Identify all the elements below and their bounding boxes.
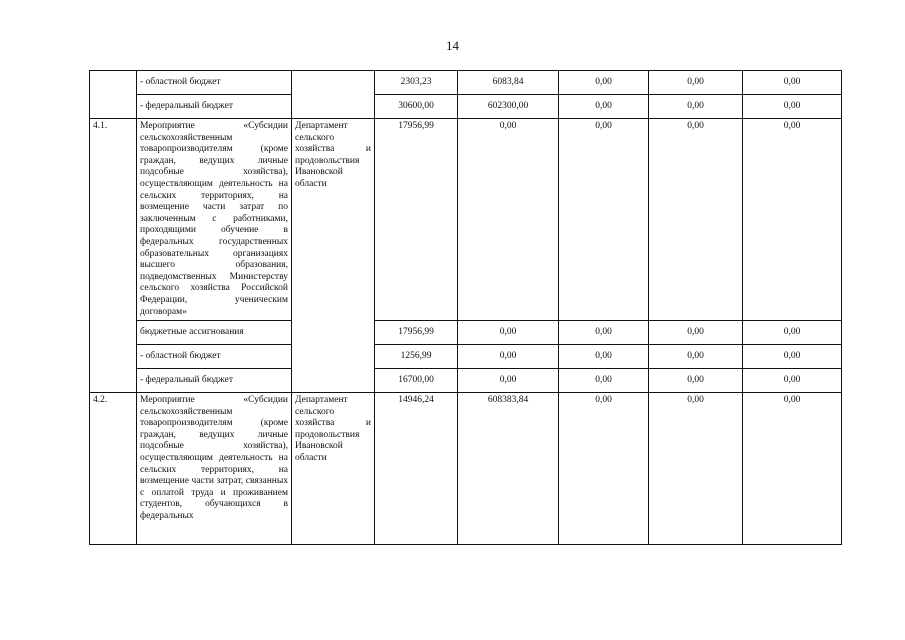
page-number: 14 <box>446 38 459 53</box>
value-cell: 16700,00 <box>375 369 458 393</box>
department-cell: Департамент сельского хозяйства и продовольствия Ивановской области <box>292 119 375 393</box>
table-row <box>90 321 842 345</box>
value-cell: 17956,99 <box>375 119 458 321</box>
value-cell: 0,00 <box>559 119 649 321</box>
value-cell: 0,00 <box>559 369 649 393</box>
value-cell: 0,00 <box>649 345 743 369</box>
value-cell: 0,00 <box>559 393 649 545</box>
value-cell: 0,00 <box>458 321 559 345</box>
value-cell: 0,00 <box>743 119 842 321</box>
value-cell: 0,00 <box>649 95 743 119</box>
value-cell: 0,00 <box>559 95 649 119</box>
department-cell: Департамент сельского хозяйства и продовольствия Ивановской области <box>292 393 375 545</box>
row-number-cell <box>90 71 137 119</box>
value-cell: 0,00 <box>458 345 559 369</box>
budget-table <box>89 70 842 545</box>
table-row <box>90 369 842 393</box>
value-cell: 0,00 <box>458 119 559 321</box>
value-cell: 0,00 <box>743 369 842 393</box>
value-cell: 14946,24 <box>375 393 458 545</box>
table-row <box>90 345 842 369</box>
table-row <box>90 71 842 95</box>
row-number-cell: 4.2. <box>90 393 137 545</box>
measure-description: Мероприятие «Субсидии сельскохозяйственным товаропроизводителям (кроме граждан, ведущих личные подсобные хозяйства), осуществляющим деятельность на сельских территориях, на возмещение части затрат, связанных с оплатой труда и проживанием студентов, обучающихся в федеральных <box>140 395 288 522</box>
value-cell: 0,00 <box>649 369 743 393</box>
table-row <box>90 95 842 119</box>
value-cell: 0,00 <box>559 321 649 345</box>
value-cell: 0,00 <box>743 95 842 119</box>
row-label: - областной бюджет <box>137 345 292 369</box>
row-number-cell: 4.1. <box>90 119 137 393</box>
value-cell: 30600,00 <box>375 95 458 119</box>
value-cell: 6083,84 <box>458 71 559 95</box>
value-cell: 0,00 <box>649 393 743 545</box>
row-label: - областной бюджет <box>137 71 292 95</box>
value-cell: 0,00 <box>743 71 842 95</box>
table-row <box>90 393 842 545</box>
dept-cell <box>292 71 375 119</box>
value-cell: 0,00 <box>649 119 743 321</box>
value-cell: 608383,84 <box>458 393 559 545</box>
measure-description: Мероприятие «Субсидии сельскохозяйственным товаропроизводителям (кроме граждан, ведущих личные подсобные хозяйства), осуществляющим деятельность на сельских территориях, на возмещение части затрат по заключенным с работниками, проходящими обучение в федеральных государственных образовательных организациях высшего образования, подведомственных Министерству сельского хозяйства Российской Федерации, ученическим договорам» <box>137 119 292 321</box>
measure-description-cell <box>137 393 292 545</box>
value-cell: 17956,99 <box>375 321 458 345</box>
row-label: бюджетные ассигнования <box>137 321 292 345</box>
row-label: - федеральный бюджет <box>137 369 292 393</box>
value-cell: 0,00 <box>649 71 743 95</box>
value-cell: 0,00 <box>649 321 743 345</box>
value-cell: 1256,99 <box>375 345 458 369</box>
value-cell: 0,00 <box>743 393 842 545</box>
value-cell: 0,00 <box>743 321 842 345</box>
table-row <box>90 119 842 321</box>
value-cell: 0,00 <box>743 345 842 369</box>
value-cell: 0,00 <box>559 71 649 95</box>
value-cell: 602300,00 <box>458 95 559 119</box>
value-cell: 2303,23 <box>375 71 458 95</box>
value-cell: 0,00 <box>458 369 559 393</box>
value-cell: 0,00 <box>559 345 649 369</box>
row-label: - федеральный бюджет <box>137 95 292 119</box>
